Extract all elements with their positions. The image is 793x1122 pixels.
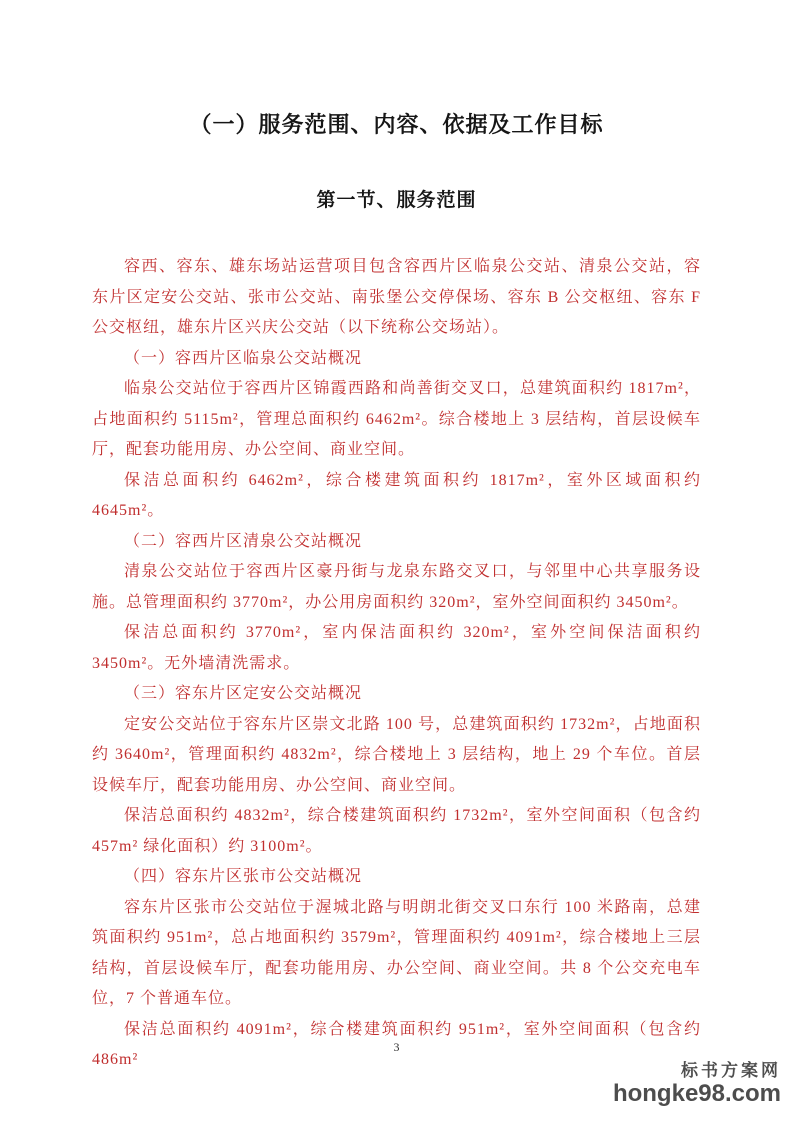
paragraph: （三）容东片区定安公交站概况 xyxy=(124,685,363,702)
paragraph: （二）容西片区清泉公交站概况 xyxy=(124,532,363,550)
paragraph: 定安公交站位于容东片区崇文北路 100 号，总建筑面积约 1732m²，占地面积约 3640m²，管理面积约 4832m²，综合楼地上 3 层结构，地上 29 个车位。首层设候车厅，配套功能用房、办公空间、商业空间。 xyxy=(92,715,701,794)
body-text xyxy=(92,252,701,1076)
watermark-url: hongke98.com xyxy=(612,1079,781,1107)
paragraph: （四）容东片区张市公交站概况 xyxy=(124,868,363,885)
paragraph: 临泉公交站位于容西片区锦霞西路和尚善街交叉口，总建筑面积约 1817m²，占地面积约 5115m²，管理总面积约 6462m²。综合楼地上 3 层结构，首层设候车厅，配套功能用房、办公空间、商业空间。 xyxy=(92,380,701,458)
paragraph: 清泉公交站位于容西片区豪丹街与龙泉东路交叉口，与邻里中心共享服务设施。总管理面积约 3770m²，办公用房面积约 320m²，室外空间面积约 3450m²。 xyxy=(92,563,701,611)
watermark-site-name: 标书方案网 xyxy=(681,1061,781,1080)
watermark xyxy=(613,1062,781,1107)
paragraph: 容西、容东、雄东场站运营项目包含容西片区临泉公交站、清泉公交站，容东片区定安公交站、张市公交站、南张堡公交停保场、容东 B 公交枢纽、容东 F 公交枢纽，雄东片区兴庆公交站（以下统称公交场站）。 xyxy=(92,258,701,336)
doc-title: （一）服务范围、内容、依据及工作目标 xyxy=(189,112,604,137)
paragraph: 保洁总面积约 3770m²，室内保洁面积约 320m²，室外空间保洁面积约 3450m²。无外墙清洗需求。 xyxy=(92,624,701,672)
paragraph: （一）容西片区临泉公交站概况 xyxy=(124,349,363,367)
paragraph: 保洁总面积约 4091m²，综合楼建筑面积约 951m²，室外空间面积（包含约 486m² xyxy=(92,1020,701,1068)
paragraph: 保洁总面积约 4832m²，综合楼建筑面积约 1732m²，室外空间面积（包含约 457m² 绿化面积）约 3100m²。 xyxy=(92,807,701,855)
paragraph: 保洁总面积约 6462m²，综合楼建筑面积约 1817m²，室外区域面积约 4645m²。 xyxy=(92,471,701,519)
section-title: 第一节、服务范围 xyxy=(316,190,477,211)
paragraph: 容东片区张市公交站位于渥城北路与明朗北街交叉口东行 100 米路南，总建筑面积约 951m²，总占地面积约 3579m²，管理面积约 4091m²，综合楼地上三层结构，首层设候车厅，配套功能用房、办公空间、商业空间。共 8 个公交充电车位，7 个普通车位。 xyxy=(92,898,701,1007)
page-number: 3 xyxy=(393,1040,400,1054)
